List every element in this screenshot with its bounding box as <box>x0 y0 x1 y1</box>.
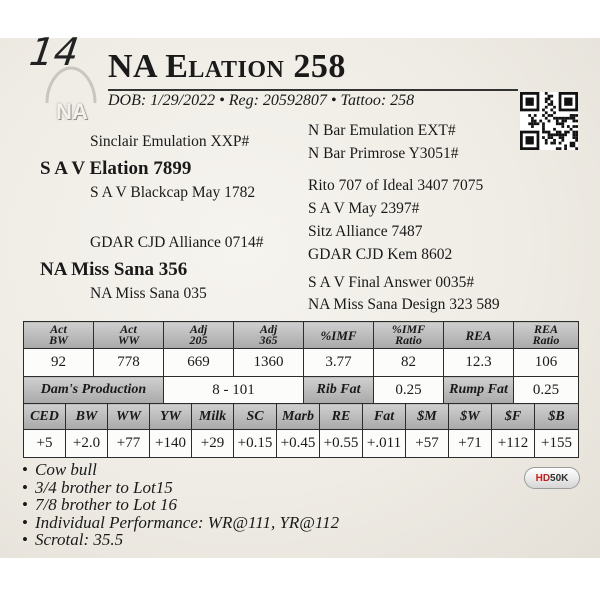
bullet-icon: • <box>22 512 28 532</box>
epd-header-cell: $B <box>535 404 579 430</box>
dam-sire-dam: GDAR CJD Kem 8602 <box>308 246 453 263</box>
performance-value-cell: 92 <box>24 349 94 377</box>
note-item <box>22 479 339 497</box>
performance-header-line2: 205 <box>189 333 208 347</box>
performance-header-cell <box>444 322 514 349</box>
dam-sire: GDAR CJD Alliance 0714# <box>90 234 264 251</box>
performance-header-line2: Ratio <box>532 333 560 347</box>
epd-value-cell: +140 <box>150 430 192 458</box>
hd50k-badge <box>524 467 580 489</box>
note-text: 3/4 brother to Lot15 <box>35 477 173 497</box>
epd-header-cell: CED <box>24 404 66 430</box>
performance-header-line1: %IMF <box>320 327 357 343</box>
epd-header-cell: BW <box>66 404 108 430</box>
performance-header-cell <box>164 322 234 349</box>
dams-production-label: Dam's Production <box>24 377 164 404</box>
performance-header-line1: REA <box>465 327 492 343</box>
bullet-icon: • <box>22 460 28 479</box>
bullet-icon: • <box>22 530 28 549</box>
epd-header-cell: SC <box>234 404 277 430</box>
na-logo-text: NA <box>56 99 88 124</box>
performance-value-row <box>24 349 579 377</box>
qr-code-icon[interactable] <box>520 92 578 150</box>
rump-fat-value: 0.25 <box>514 377 579 404</box>
epd-value-cell: +2.0 <box>66 430 108 458</box>
production-row <box>24 377 579 404</box>
performance-header-cell <box>514 322 579 349</box>
performance-header-line1: %IMF <box>391 322 426 336</box>
note-item <box>22 531 339 549</box>
sire-sire-sire: N Bar Emulation EXT# <box>308 122 456 139</box>
performance-value-cell: 106 <box>514 349 579 377</box>
performance-value-cell: 778 <box>94 349 164 377</box>
sire-dam-dam: S A V May 2397# <box>308 200 420 217</box>
sire-dam: S A V Blackcap May 1782 <box>90 184 256 201</box>
performance-header-cell <box>94 322 164 349</box>
epd-header-cell: $F <box>492 404 535 430</box>
note-item <box>22 514 339 532</box>
performance-header-cell <box>374 322 444 349</box>
epd-value-cell: +5 <box>24 430 66 458</box>
epd-header-cell: $M <box>406 404 449 430</box>
performance-header-line2: BW <box>49 333 68 347</box>
performance-header-cell <box>24 322 94 349</box>
rib-fat-value: 0.25 <box>374 377 444 404</box>
performance-header-row <box>24 322 579 349</box>
epd-header-cell: Milk <box>192 404 234 430</box>
performance-value-cell: 3.77 <box>304 349 374 377</box>
dam-dam-sire: S A V Final Answer 0035# <box>308 274 475 291</box>
dam-sire-sire: Sitz Alliance 7487 <box>308 223 423 240</box>
epd-value-cell: +.011 <box>363 430 406 458</box>
performance-header-line1: Act <box>50 322 67 336</box>
performance-value-cell: 669 <box>164 349 234 377</box>
epd-header-row <box>24 404 579 430</box>
bullet-icon: • <box>22 495 28 514</box>
epd-header-cell: Marb <box>277 404 320 430</box>
epd-header-cell: WW <box>108 404 150 430</box>
epd-value-cell: +71 <box>449 430 492 458</box>
animal-name: NA Elation 258 <box>108 48 346 85</box>
performance-table <box>23 321 579 377</box>
performance-value-cell: 1360 <box>234 349 304 377</box>
epd-table <box>23 403 579 458</box>
sire-sire: Sinclair Emulation XXP# <box>90 133 250 150</box>
performance-header-line1: Adj <box>259 322 278 336</box>
epd-header-cell: $W <box>449 404 492 430</box>
performance-header-cell <box>234 322 304 349</box>
performance-header-line2: WW <box>117 333 140 347</box>
note-text: Individual Performance: WR@111, YR@112 <box>35 512 340 532</box>
performance-header-line1: Act <box>120 322 137 336</box>
epd-value-cell: +0.55 <box>320 430 363 458</box>
hd50k-badge-hd: HD <box>535 472 551 484</box>
note-text: Scrotal: 35.5 <box>35 530 124 549</box>
epd-header-cell: RE <box>320 404 363 430</box>
epd-value-cell: +57 <box>406 430 449 458</box>
dam: NA Miss Sana 356 <box>40 259 188 280</box>
note-text: 7/8 brother to Lot 16 <box>35 495 177 514</box>
sire-dam-sire: Rito 707 of Ideal 3407 7075 <box>308 177 484 194</box>
performance-header-line2: Ratio <box>395 333 422 347</box>
epd-value-row <box>24 430 579 458</box>
sire: S A V Elation 7899 <box>40 158 192 179</box>
epd-value-cell: +77 <box>108 430 150 458</box>
dam-dam: NA Miss Sana 035 <box>90 285 207 302</box>
sire-sire-dam: N Bar Primrose Y3051# <box>308 145 459 162</box>
performance-value-cell: 82 <box>374 349 444 377</box>
epd-value-cell: +155 <box>535 430 579 458</box>
dams-production-value: 8 - 101 <box>164 377 304 404</box>
lot-number: 14 <box>26 30 82 74</box>
rib-fat-label: Rib Fat <box>304 377 374 404</box>
rump-fat-label: Rump Fat <box>444 377 514 404</box>
epd-header-cell: Fat <box>363 404 406 430</box>
dam-dam-dam: NA Miss Sana Design 323 589 <box>308 296 500 313</box>
note-item <box>22 461 339 479</box>
performance-header-line1: REA <box>533 322 558 336</box>
performance-header-line1: Adj <box>189 322 208 336</box>
performance-value-cell: 12.3 <box>444 349 514 377</box>
performance-header-cell <box>304 322 374 349</box>
hd50k-badge-50k: 50K <box>550 472 569 484</box>
epd-value-cell: +0.15 <box>234 430 277 458</box>
title-divider <box>108 89 518 91</box>
epd-value-cell: +112 <box>492 430 535 458</box>
bullet-icon: • <box>22 477 28 497</box>
registration-info: DOB: 1/29/2022 • Reg: 20592807 • Tattoo: 258 <box>108 92 415 109</box>
note-item <box>22 496 339 514</box>
note-text: Cow bull <box>35 460 97 479</box>
notes-list <box>22 461 339 549</box>
performance-header-line2: 365 <box>259 333 278 347</box>
production-table <box>23 376 579 404</box>
epd-value-cell: +0.45 <box>277 430 320 458</box>
epd-header-cell: YW <box>150 404 192 430</box>
epd-value-cell: +29 <box>192 430 234 458</box>
